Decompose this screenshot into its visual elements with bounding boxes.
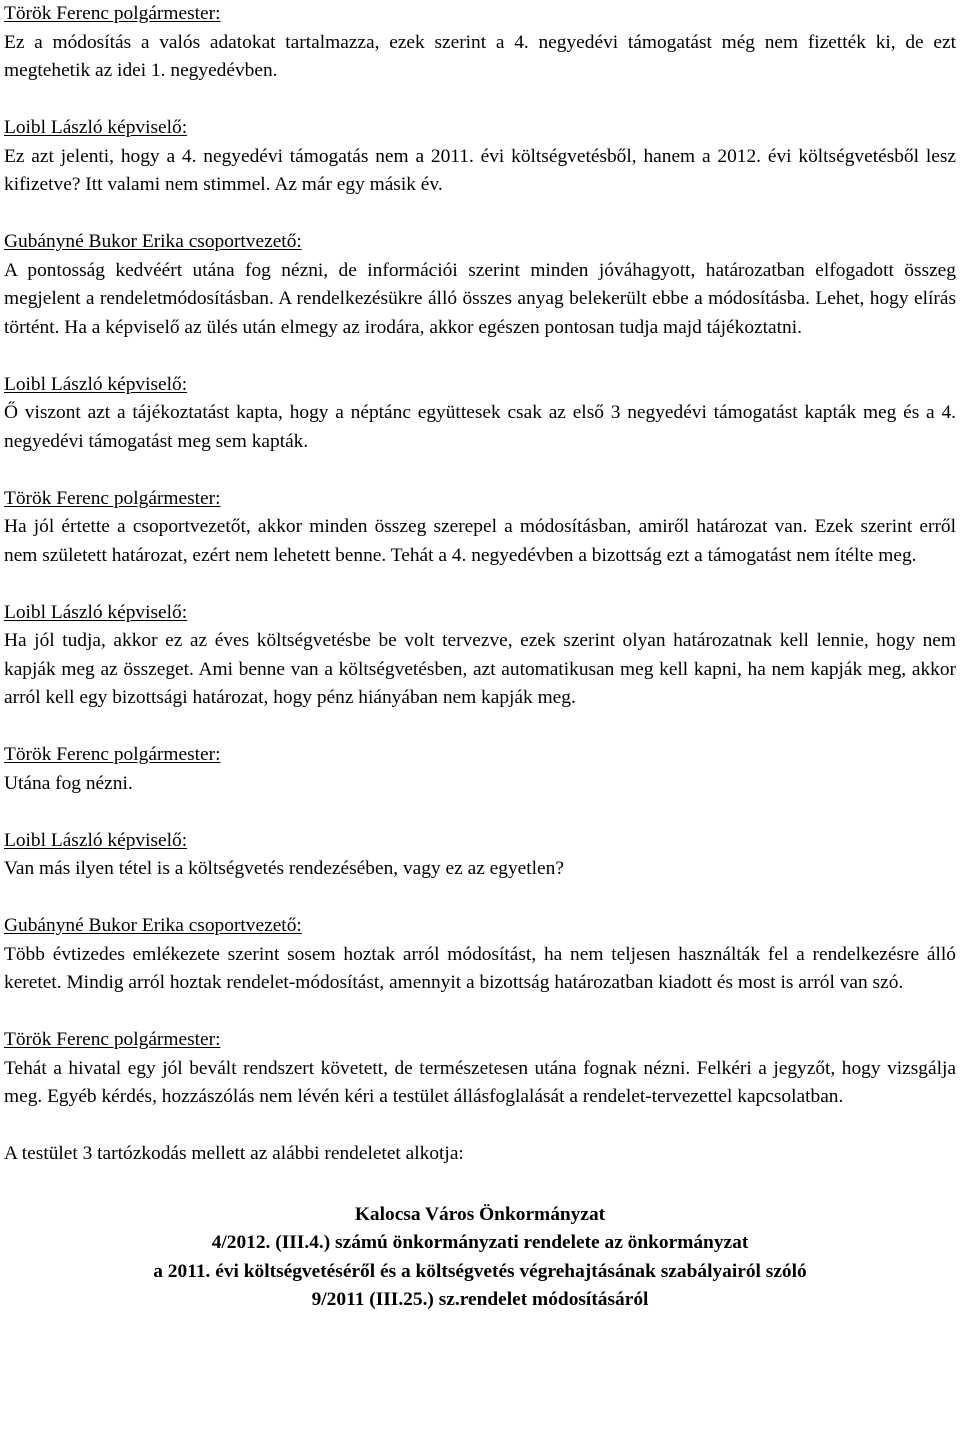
speaker-label: Loibl László képviselő: — [4, 373, 188, 395]
decision-statement: A testület 3 tartózkodás mellett az alábbi rendeletet alkotja: — [4, 1143, 464, 1164]
speaker-label: Loibl László képviselő: — [4, 829, 188, 851]
heading-amended-regulation: 9/2011 (III.25.) sz.rendelet módosításáról — [311, 1289, 649, 1310]
regulation-heading — [4, 1201, 956, 1315]
dialogue-entry — [4, 371, 956, 457]
dialogue-entry — [4, 228, 956, 342]
statement-text: Van más ilyen tétel is a költségvetés rendezésében, vagy ez az egyetlen? — [4, 858, 564, 879]
dialogue-entry — [4, 912, 956, 998]
speaker-label: Török Ferenc polgármester: — [4, 3, 221, 24]
speaker-label: Török Ferenc polgármester: — [4, 487, 221, 509]
speaker-label: Gubányné Bukor Erika csoportvezető: — [4, 231, 302, 252]
dialogue-entry — [4, 0, 956, 86]
dialogue-entry — [4, 827, 956, 884]
speaker-label: Török Ferenc polgármester: — [4, 1029, 221, 1050]
speaker-label: Loibl László képviselő: — [4, 601, 188, 623]
statement-text: Ő viszont azt a tájékoztatást kapta, hogy a néptánc együttesek csak az első 3 negyedévi támogatást kapták meg és a 4. negyedévi támogatást meg sem kapták. — [4, 402, 956, 452]
heading-regulation-number: 4/2012. (III.4.) számú önkormányzati rendelete az önkormányzat — [211, 1232, 749, 1253]
statement-text: Ez azt jelenti, hogy a 4. negyedévi támogatás nem a 2011. évi költségvetésből, hanem a 2012. évi költségvetésből lesz kifizetve? Itt valami nem stimmel. Az már egy másik év. — [4, 145, 956, 195]
statement-text: Több évtizedes emlékezete szerint sosem hoztak arról módosítást, ha nem teljesen használták fel a rendelkezésre álló keretet. Mindig arról hoztak rendelet-módosítást, amennyit a bizottság határozatban kiadott és most is arról van szó. — [4, 943, 956, 993]
statement-text: Ez a módosítás a valós adatokat tartalmazza, ezek szerint a 4. negyedévi támogatást még nem fizették ki, de ezt megtehetik az idei 1. negyedévben. — [4, 31, 956, 81]
dialogue-entry — [4, 1026, 956, 1112]
statement-text: Ha jól értette a csoportvezetőt, akkor minden összeg szerepel a módosításban, amiről határozat van. Ezek szerint erről nem született határozat, ezért nem lehetett benne. Tehát a 4. negyedévben a bizottság ezt a támogatást nem ítélte meg. — [4, 516, 956, 566]
statement-text: Tehát a hivatal egy jól bevált rendszert követett, de természetesen utána fognak nézni. Felkéri a jegyzőt, hogy vizsgálja meg. Egyéb kérdés, hozzászólás nem lévén kéri a testület állásfoglalását a rendelet-tervezettel kapcsolatban. — [4, 1057, 956, 1107]
speaker-label: Loibl László képviselő: — [4, 117, 188, 138]
heading-issuer: Kalocsa Város Önkormányzat — [354, 1203, 606, 1225]
dialogue-entry — [4, 741, 956, 798]
dialogue-entry — [4, 485, 956, 571]
heading-regulation-subject: a 2011. évi költségvetéséről és a költségvetés végrehajtásának szabályairól szóló — [153, 1260, 807, 1282]
statement-text: Utána fog nézni. — [4, 772, 133, 794]
statement-text: Ha jól tudja, akkor ez az éves költségvetésbe be volt tervezve, ezek szerint olyan határozatnak kell lennie, hogy nem kapják meg az összeget. Ami benne van a költségvetésben, azt automatikusan meg kell kapni, ha nem kapják meg, akkor arról kell egy bizottsági határozat, hogy pénz hiányában nem kapják meg. — [4, 630, 956, 708]
speaker-label: Török Ferenc polgármester: — [4, 744, 221, 765]
dialogue-entry — [4, 114, 956, 200]
statement-text: A pontosság kedvéért utána fog nézni, de információi szerint minden jóváhagyott, határozatban elfogadott összeg megjelent a rendeletmódosításban. A rendelkezésükre álló összes anyag belekerült ebbe a módosításba. Lehet, hogy elírás történt. Ha a képviselő az ülés után elmegy az irodára, akkor egészen pontosan tudja majd tájékoztatni. — [4, 259, 956, 338]
speaker-label: Gubányné Bukor Erika csoportvezető: — [4, 915, 302, 936]
dialogue-entry — [4, 599, 956, 713]
